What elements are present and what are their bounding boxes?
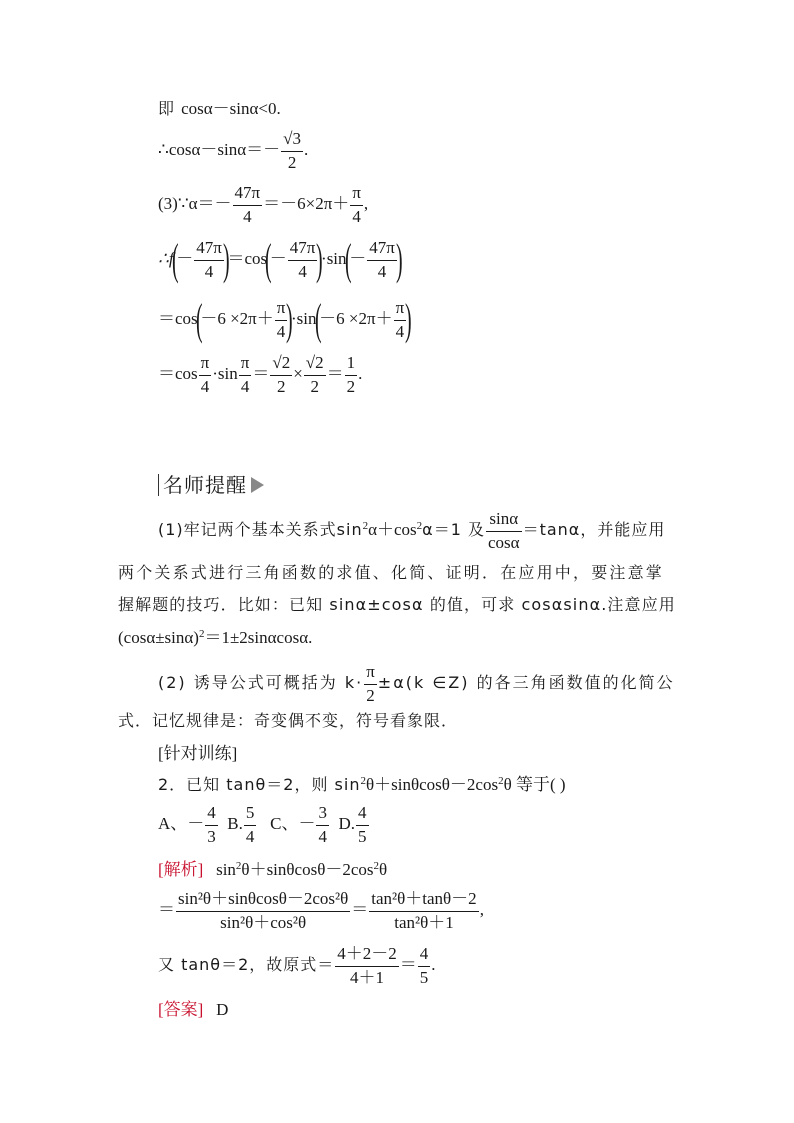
denominator: 5 (419, 967, 429, 987)
fraction (335, 945, 399, 987)
fraction (316, 804, 329, 846)
denominator: 4 (276, 321, 286, 341)
fraction (199, 354, 212, 396)
superscript: 2 (360, 775, 366, 787)
question-stem (158, 776, 566, 793)
answer-options (158, 804, 370, 846)
expression: θ (379, 860, 388, 879)
fraction (176, 890, 350, 932)
denominator: 4 (298, 261, 307, 281)
denominator: 2 (366, 685, 375, 705)
fraction (244, 804, 257, 846)
fraction (194, 239, 224, 281)
paren: ( (195, 295, 203, 344)
text: α＝1 及 (422, 520, 485, 540)
numerator: 4＋2－2 (335, 945, 399, 967)
option-c: C、－ (270, 814, 316, 834)
numerator: 47π (288, 239, 318, 261)
option-a: A、－ (158, 814, 205, 834)
numerator: tan²θ＋tanθ－2 (369, 890, 478, 912)
denominator: sin²θ＋cos²θ (220, 912, 307, 932)
derivation-line-6 (158, 354, 362, 396)
superscript: 2 (362, 520, 369, 533)
fraction (288, 239, 318, 281)
expression: α＋cos (368, 520, 417, 540)
denominator: cosα (488, 532, 520, 552)
expression: －6 ×2π＋ (200, 308, 274, 328)
fraction (304, 354, 326, 396)
derivation-line-3 (158, 184, 368, 226)
denominator: tan²θ＋1 (394, 912, 454, 932)
expression: θ＋sinθcosθ－2cos (241, 860, 374, 879)
solution-line-3 (158, 945, 436, 987)
denominator: 4 (377, 261, 387, 281)
expression: sin (216, 860, 236, 879)
numerator: √2 (270, 354, 292, 376)
text: 2．已知 tanθ＝2，则 sin (158, 775, 361, 794)
fraction (364, 663, 377, 705)
expression: － (349, 248, 367, 268)
answer-value: D (216, 1000, 229, 1019)
numerator: sinα (486, 510, 522, 532)
text: ＝tanα，并能应用 (522, 520, 666, 540)
denominator: 2 (277, 376, 286, 396)
fraction (345, 354, 358, 396)
denominator: 4 (243, 206, 252, 226)
punct: , (363, 194, 369, 214)
expression: － (269, 248, 287, 268)
option-b: B. (227, 814, 243, 834)
fraction (205, 804, 218, 846)
solution-line-1 (158, 861, 387, 878)
fraction (418, 945, 431, 987)
paragraph-2-line-2: 式．记忆规律是：奇变偶不变，符号看象限． (118, 711, 459, 730)
paragraph-2-line-1 (158, 663, 675, 705)
expression: ＝－6×2π＋ (263, 194, 350, 214)
punct: . (303, 140, 309, 160)
expression: θ＋sinθcosθ－2cos (365, 775, 499, 794)
denominator: 2 (287, 152, 297, 172)
expression: ＝ (351, 900, 369, 920)
expression: ·sin (321, 248, 347, 268)
numerator: π (364, 663, 377, 685)
paren: ( (314, 295, 322, 344)
numerator: sin²θ＋sinθcosθ－2cos²θ (176, 890, 350, 912)
numerator: 47π (233, 184, 263, 206)
fraction (350, 184, 363, 226)
paren: ) (222, 235, 230, 284)
denominator: 2 (310, 376, 319, 396)
paren: ) (405, 295, 412, 344)
expression: ＝ (252, 364, 270, 384)
expression: (3)∵α＝－ (158, 194, 232, 214)
expression: － (176, 248, 194, 268)
text: 即 (158, 99, 182, 118)
expression: ∴cosα－sinα＝－ (158, 140, 281, 160)
superscript: 2 (416, 520, 423, 533)
expression: ＝ (158, 900, 175, 920)
expression: cosα－sinα<0. (181, 99, 281, 118)
superscript: 2 (235, 860, 242, 872)
fraction (270, 354, 292, 396)
denominator: 4 (352, 206, 361, 226)
expression: ·sin (212, 364, 238, 384)
expression: ＝cos (158, 308, 198, 328)
triangle-icon (251, 477, 264, 493)
fraction (233, 184, 263, 226)
expression: (cosα±sinα) (118, 628, 199, 647)
expression: ∴f (158, 248, 174, 268)
text: (1)牢记两个基本关系式sin (158, 520, 363, 540)
answer-line (158, 1001, 228, 1018)
numerator: π (350, 184, 363, 206)
solution-label: [解析] (158, 860, 204, 879)
fraction (369, 890, 478, 932)
paragraph-1-line-4 (118, 629, 312, 646)
expression: －6 ×2π＋ (319, 308, 393, 328)
expression: θ 等于( ) (503, 775, 566, 794)
numerator: √3 (281, 130, 303, 152)
expression: ＝1±2sinαcosα. (204, 628, 313, 647)
numerator: √2 (304, 354, 326, 376)
expression: ＝cos (158, 364, 198, 384)
denominator: 3 (207, 826, 216, 846)
numerator: π (275, 299, 288, 321)
heading-bar (158, 474, 159, 496)
derivation-line-4 (158, 235, 403, 284)
fraction (486, 510, 522, 552)
derivation-line-1 (158, 100, 281, 117)
superscript: 2 (498, 775, 504, 787)
paren: ( (344, 235, 352, 284)
numerator: 5 (244, 804, 257, 826)
text: (2) 诱导公式可概括为 k· (158, 673, 364, 693)
paragraph-1-line-1 (158, 510, 665, 552)
expression: ＝ (326, 364, 344, 384)
denominator: 4 (318, 826, 327, 846)
paren: ( (171, 235, 179, 284)
fraction (356, 804, 369, 846)
paren: ) (286, 295, 293, 344)
text: 又 tanθ＝2，故原式＝ (158, 955, 335, 975)
punct: . (431, 955, 436, 975)
denominator: 5 (358, 826, 367, 846)
denominator: 4＋1 (350, 967, 385, 987)
punct: . (358, 364, 363, 384)
superscript: 2 (373, 860, 380, 872)
paren: ) (395, 235, 403, 284)
text: ±α(k ∈Z) 的各三角函数值的化简公 (377, 673, 675, 693)
punct: , (479, 900, 484, 920)
numerator: π (239, 354, 252, 376)
numerator: 4 (356, 804, 369, 826)
derivation-line-5 (158, 295, 412, 344)
fraction (239, 354, 252, 396)
superscript: 2 (198, 628, 205, 640)
numerator: 1 (345, 354, 358, 376)
derivation-line-2 (158, 130, 308, 172)
expression: ＝ (399, 955, 417, 975)
denominator: 4 (240, 376, 250, 396)
denominator: 4 (245, 826, 255, 846)
numerator: 47π (367, 239, 397, 261)
numerator: π (394, 299, 407, 321)
paren: ( (265, 235, 272, 284)
expression: × (293, 364, 303, 384)
numerator: 3 (316, 804, 329, 826)
fraction (281, 130, 303, 172)
paragraph-1-line-3: 握解题的技巧．比如：已知 sinα±cosα 的值，可求 cosαsinα.注意应用 (118, 595, 676, 614)
denominator: 4 (200, 376, 210, 396)
numerator: 4 (205, 804, 218, 826)
denominator: 4 (395, 321, 405, 341)
expression: ·sin (291, 308, 317, 328)
answer-label: [答案] (158, 1000, 204, 1019)
paren: ) (316, 235, 324, 284)
fraction (367, 239, 397, 281)
section-heading (158, 474, 264, 496)
numerator: 47π (194, 239, 224, 261)
solution-line-2 (158, 890, 484, 932)
expression: ＝cos (227, 248, 268, 268)
heading-title: 名师提醒 (163, 473, 247, 497)
paragraph-1-line-2: 两个关系式进行三角函数的求值、化简、证明．在应用中，要注意掌 (118, 563, 665, 582)
denominator: 4 (204, 261, 214, 281)
option-d: D. (338, 814, 355, 834)
denominator: 2 (346, 376, 356, 396)
numerator: 4 (418, 945, 431, 967)
practice-label: [针对训练] (158, 744, 238, 763)
numerator: π (199, 354, 212, 376)
